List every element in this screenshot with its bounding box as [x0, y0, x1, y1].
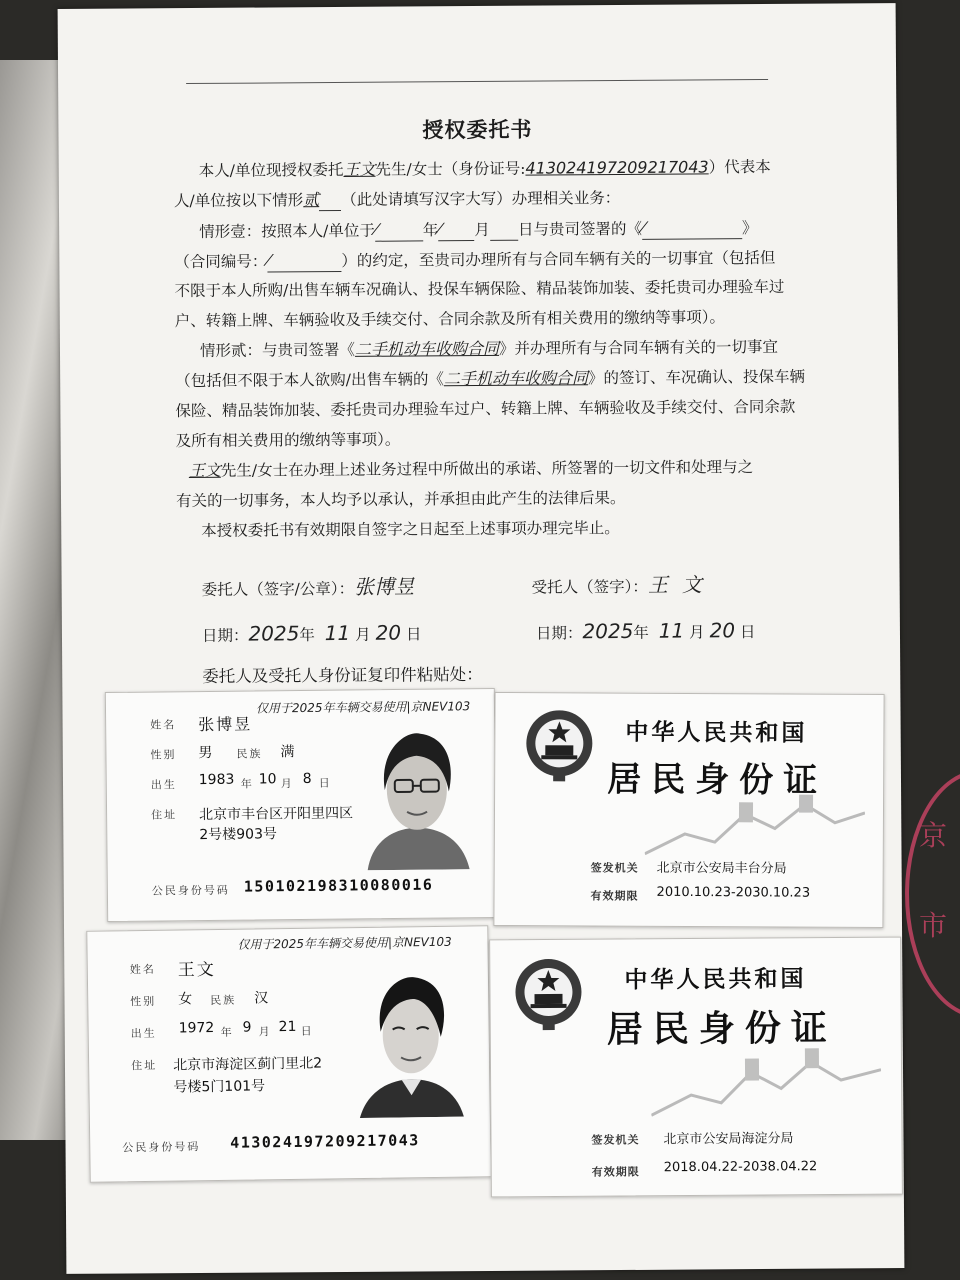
case2-line2: （包括但不限于本人欲购/出售车辆的《二手机动车收购合同》的签订、车况确认、投保车辆 [175, 367, 806, 391]
id-card-front-2 [86, 925, 491, 1183]
gender-label: 性别 [130, 994, 157, 1009]
agent-name-handwritten-2: 王文 [188, 460, 221, 481]
blank: ⁄ [642, 216, 742, 240]
birth-year: 1972 [178, 1020, 215, 1037]
validity-label: 有效期限 [590, 889, 639, 903]
case-handwritten: 贰 [303, 190, 320, 210]
contract-handwritten: 二手机动车收购合同 [354, 338, 500, 359]
validity-label: 有效期限 [591, 1165, 640, 1179]
gender-label: 性别 [150, 748, 177, 762]
date-month: 11 [658, 618, 685, 643]
issuer-value: 北京市公安局海淀分局 [663, 1131, 794, 1148]
year-label: 年 [220, 1025, 234, 1039]
id-number: 413024197209217043 [230, 1131, 420, 1152]
address-line2: 号楼5门101号 [173, 1078, 266, 1096]
ethnicity-label: 民族 [210, 993, 237, 1008]
p4-line1: 王文先生/女士在办理上述业务过程中所做出的承诺、所签署的一切文件和处理与之 [188, 458, 754, 481]
portrait-photo [356, 719, 478, 870]
birth-label: 出生 [130, 1026, 157, 1041]
national-emblem-icon [523, 707, 595, 783]
country-name: 中华人民共和国 [625, 718, 808, 747]
p1-line2: 人/单位按以下情形贰 （此处请填写汉字大写）办理相关业务： [173, 189, 621, 211]
birth-label: 出生 [150, 778, 177, 792]
country-name: 中华人民共和国 [624, 965, 807, 994]
gender-value: 女 [178, 991, 193, 1008]
address-line1: 北京市丰台区开阳里四区 [199, 805, 354, 824]
birth-year: 1983 [198, 771, 235, 789]
issuer-label: 签发机关 [591, 1133, 640, 1147]
portrait-photo [350, 966, 472, 1118]
ethnicity-value: 满 [280, 744, 295, 761]
agent-signature-row: 受托人（签字）：王文 [531, 572, 716, 597]
validity-value: 2018.04.22-2038.04.22 [663, 1159, 818, 1176]
birth-day: 8 [302, 770, 312, 787]
birth-day: 21 [278, 1018, 297, 1036]
id-card-back-1 [493, 692, 884, 928]
agent-date-row: 日期：2025年 11 月 20 日 [535, 618, 756, 644]
ethnicity-label: 民族 [236, 747, 263, 761]
great-wall-watermark [651, 1048, 882, 1126]
national-emblem-icon [512, 956, 585, 1033]
principal-signature: 张博昱 [354, 574, 415, 599]
usage-note: 仅用于2025年车辆交易使用|京NEV103 [255, 699, 471, 716]
id-card-front-1 [105, 688, 497, 922]
day-label: 日 [318, 776, 332, 790]
birth-month: 10 [258, 771, 277, 788]
blank [319, 210, 341, 211]
date-month: 11 [324, 620, 351, 646]
red-stamp [905, 770, 960, 1018]
p4-line2: 有关的一切事务，本人均予以承认，并承担由此产生的法律后果。 [175, 488, 626, 511]
issuer-value: 北京市公安局丰台分局 [656, 860, 787, 877]
year-label: 年 [240, 777, 254, 791]
id-number: 150102198310080016 [243, 875, 434, 896]
name-label: 姓名 [150, 718, 177, 732]
month-label: 月 [258, 1025, 272, 1039]
case1-line2: （合同编号：⁄ ）的约定，至贵司办理所有与合同车辆有关的一切事宜（包括但 [174, 248, 776, 272]
usage-note: 仅用于2025年车辆交易使用|京NEV103 [237, 934, 452, 952]
gender-value: 男 [198, 744, 213, 762]
principal-signature-row: 委托人（签字/公章）：张博昱 [201, 574, 415, 599]
great-wall-watermark [645, 794, 865, 865]
paste-area-label: 委托人及受托人身份证复印件粘贴处： [202, 664, 483, 686]
day-label: 日 [300, 1024, 314, 1038]
header-rule [186, 79, 768, 84]
case2-line1: 情形贰：与贵司签署《二手机动车收购合同》并办理所有与合同车辆有关的一切事宜 [199, 337, 779, 360]
case1-line1: 情形壹：按照本人/单位于⁄ 年⁄ 月 日与贵司签署的《⁄ 》 [199, 215, 879, 243]
document-title: 授权委托书 [422, 116, 533, 143]
card-title: 居民身份证 [607, 759, 828, 801]
id-number-handwritten: 413024197209217043 [525, 157, 709, 178]
blank: ⁄ [267, 249, 341, 273]
ethnicity-value: 汉 [254, 990, 269, 1007]
id-card-back-2 [489, 937, 903, 1198]
date-year: 2025 [582, 618, 634, 644]
holder-name: 张博昱 [198, 714, 253, 735]
agent-name-handwritten: 王文 [343, 159, 376, 179]
birth-month: 9 [242, 1019, 252, 1036]
p1-line1: 本人/单位现授权委托王文先生/女士（身份证号:413024197209217043）代表本 [198, 157, 771, 180]
blank [490, 240, 518, 241]
date-year: 2025 [248, 621, 300, 646]
card-title: 居民身份证 [606, 1007, 837, 1051]
month-label: 月 [280, 777, 294, 791]
agent-signature: 王文 [647, 572, 716, 597]
issuer-label: 签发机关 [590, 861, 639, 875]
stamp-char: 京 [919, 819, 948, 852]
case1-line3: 不限于本人所购/出售车辆车况确认、投保车辆保险、精品装饰加装、委托贵司办理验车过 [174, 277, 785, 301]
holder-name: 王文 [177, 960, 216, 981]
date-day: 20 [375, 620, 402, 645]
case1-line4: 户、转籍上牌、车辆验收及手续交付、合同余款及所有相关费用的缴纳等事项）。 [174, 308, 726, 331]
blank: ⁄ [438, 218, 474, 241]
stamp-char: 市 [919, 909, 948, 942]
address-label: 住址 [151, 808, 178, 822]
address-line2: 2号楼903号 [199, 826, 278, 844]
address-label: 住址 [131, 1058, 158, 1073]
contract-handwritten-2: 二手机动车收购合同 [443, 368, 588, 389]
principal-date-row: 日期：2025年 11 月 20 日 [201, 620, 422, 646]
id-number-label: 公民身份号码 [151, 883, 230, 898]
address-line1: 北京市海淀区蓟门里北2 [173, 1055, 323, 1074]
date-day: 20 [709, 618, 736, 643]
name-label: 姓名 [129, 962, 156, 977]
blank: ⁄ [375, 218, 423, 241]
validity-value: 2010.10.23-2030.10.23 [656, 884, 811, 901]
case2-line3: 保险、精品装饰加装、委托贵司办理验车过户、转籍上牌、车辆验收及手续交付、合同余款 [175, 397, 796, 421]
case2-line4: 及所有相关费用的缴纳等事项）。 [175, 430, 401, 451]
validity-paragraph: 本授权委托书有效期限自签字之日起至上述事项办理完毕止。 [201, 519, 620, 540]
id-number-label: 公民身份号码 [122, 1140, 201, 1155]
